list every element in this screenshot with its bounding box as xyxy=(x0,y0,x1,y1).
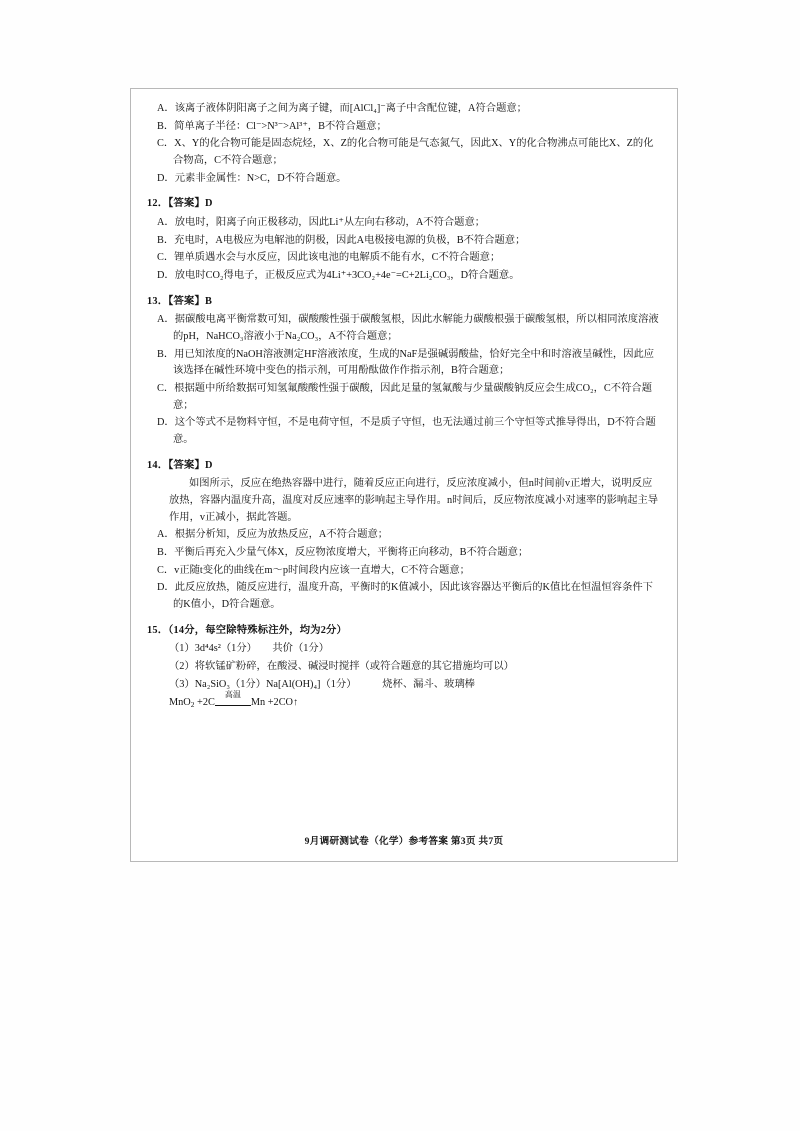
option-b: B．平衡后再充入少量气体X，反应物浓度增大，平衡将正向移动，B不符合题意； xyxy=(157,547,529,559)
question-block-12 xyxy=(147,196,661,284)
question-12-answer: 【答案】D xyxy=(168,198,213,210)
page-footer: 9月调研测试卷（化学）参考答案 第3页 共7页 xyxy=(304,836,504,847)
equation-left: MnO$_2$ +2C xyxy=(169,696,215,709)
option-b: B．用已知浓度的NaOH溶液测定HF溶液浓度，生成的NaF是强碱弱酸盐，恰好完全中和时溶液呈碱性，因此应该选择在碱性环境中变色的指示剂，可用酚酞做作作指示剂，B符合题意； xyxy=(157,348,655,377)
option-d: D．此反应放热，随反应进行，温度升高，平衡时的K值减小，因此该容器达平衡后的K值比在恒温恒容条件下的K值小，D符合题意。 xyxy=(157,582,653,611)
question-12-header xyxy=(147,196,661,213)
option-a: A．据碳酸电离平衡常数可知，碳酸酸性强于碳酸氢根，因此水解能力碳酸根强于碳酸氢根，所以相同浓度溶液的pH，NaHCO₃溶液小于Na₂CO₃，A不符合题意； xyxy=(157,314,659,343)
question-12-number: 12． xyxy=(147,198,169,210)
option-c: C．锂单质遇水会与水反应，因此该电池的电解质不能有水，C不符合题意； xyxy=(157,252,501,264)
options-group-continued xyxy=(147,101,661,187)
question-15-title: （14分，每空除特殊标注外，均为2分） xyxy=(168,624,348,636)
question-14-answer: 【答案】D xyxy=(168,459,213,471)
scanned-answer-sheet xyxy=(130,88,678,862)
answer-15-3: （3）Na₂SiO₃（1分）Na[Al(OH)₄]（1分） 烧杯、漏斗、玻璃棒 xyxy=(169,678,475,690)
option-a: A．根据分析知，反应为放热反应，A不符合题意； xyxy=(157,529,389,541)
option-d: D．放电时CO₂得电子，正极反应式为4Li⁺+3CO₂+4e⁻=C+2Li₂CO₃，D符合题意。 xyxy=(157,270,520,282)
question-13-number: 13． xyxy=(147,295,169,307)
high-temperature-label: 高温 xyxy=(224,690,241,700)
option-a: A．放电时，阳离子向正极移动，因此Li⁺从左向右移动，A不符合题意； xyxy=(157,217,486,229)
question-block-14 xyxy=(147,458,661,614)
question-13-header xyxy=(147,294,661,311)
option-c: C．v正随t变化的曲线在m～p时间段内应该一直增大，C不符合题意； xyxy=(157,564,470,576)
option-d: D．这个等式不是物料守恒，不是电荷守恒，不是质子守恒，也无法通过前三个守恒等式推导得出，D不符合题意。 xyxy=(157,417,656,446)
question-14-number: 14． xyxy=(147,459,169,471)
option-b: B．充电时，A电极应为电解池的阴极，因此A电极接电源的负极，B不符合题意； xyxy=(157,234,526,246)
question-13-answer: 【答案】B xyxy=(168,295,213,307)
question-block-15 xyxy=(147,623,661,711)
answer-15-4 xyxy=(147,690,661,712)
option-c: C．X、Y的化合物可能是固态烷烃，X、Z的化合物可能是气态氮气，因此X、Y的化合物沸点可能比X、Z的化合物高，C不符合题意； xyxy=(157,138,654,167)
option-c: C．根据题中所给数据可知氢氟酸酸性强于碳酸，因此足量的氢氟酸与少量碳酸钠反应会生成CO₂，C不符合题意； xyxy=(157,383,652,411)
document-content xyxy=(147,101,661,713)
question-15-number: 15． xyxy=(147,624,169,636)
equation-right: Mn +2CO↑ xyxy=(250,696,299,708)
high-temperature-arrow-icon xyxy=(215,690,251,706)
question-14-header xyxy=(147,458,661,475)
option-b: B．简单离子半径：Cl⁻>N³⁻>Al³⁺，B不符合题意； xyxy=(157,120,387,132)
answer-15-2: （2）将软锰矿粉碎，在酸浸、碱浸时搅拌（或符合题意的其它措施均可以） xyxy=(169,661,514,673)
option-a: A．该离子液体阴阳离子之间为离子键，而[AlCl₄]⁻离子中含配位键，A符合题意； xyxy=(157,103,527,114)
question-block-13 xyxy=(147,294,661,449)
option-d: D．元素非金属性：N>C，D不符合题意。 xyxy=(157,172,347,184)
answer-15-1: （1）3d⁴4s²（1分） 共价（1分） xyxy=(169,643,329,655)
question-15-header xyxy=(147,623,661,640)
question-14-analysis: 如图所示，反应在绝热容器中进行，随着反应正向进行，反应浓度减小，但n时间前v正增大，说明反应放热，容器内温度升高，温度对反应速率的影响起主导作用。n时间后，反应物浓度减小对速率的影响起主导作用，v正减小，据此答题。 xyxy=(169,478,659,523)
